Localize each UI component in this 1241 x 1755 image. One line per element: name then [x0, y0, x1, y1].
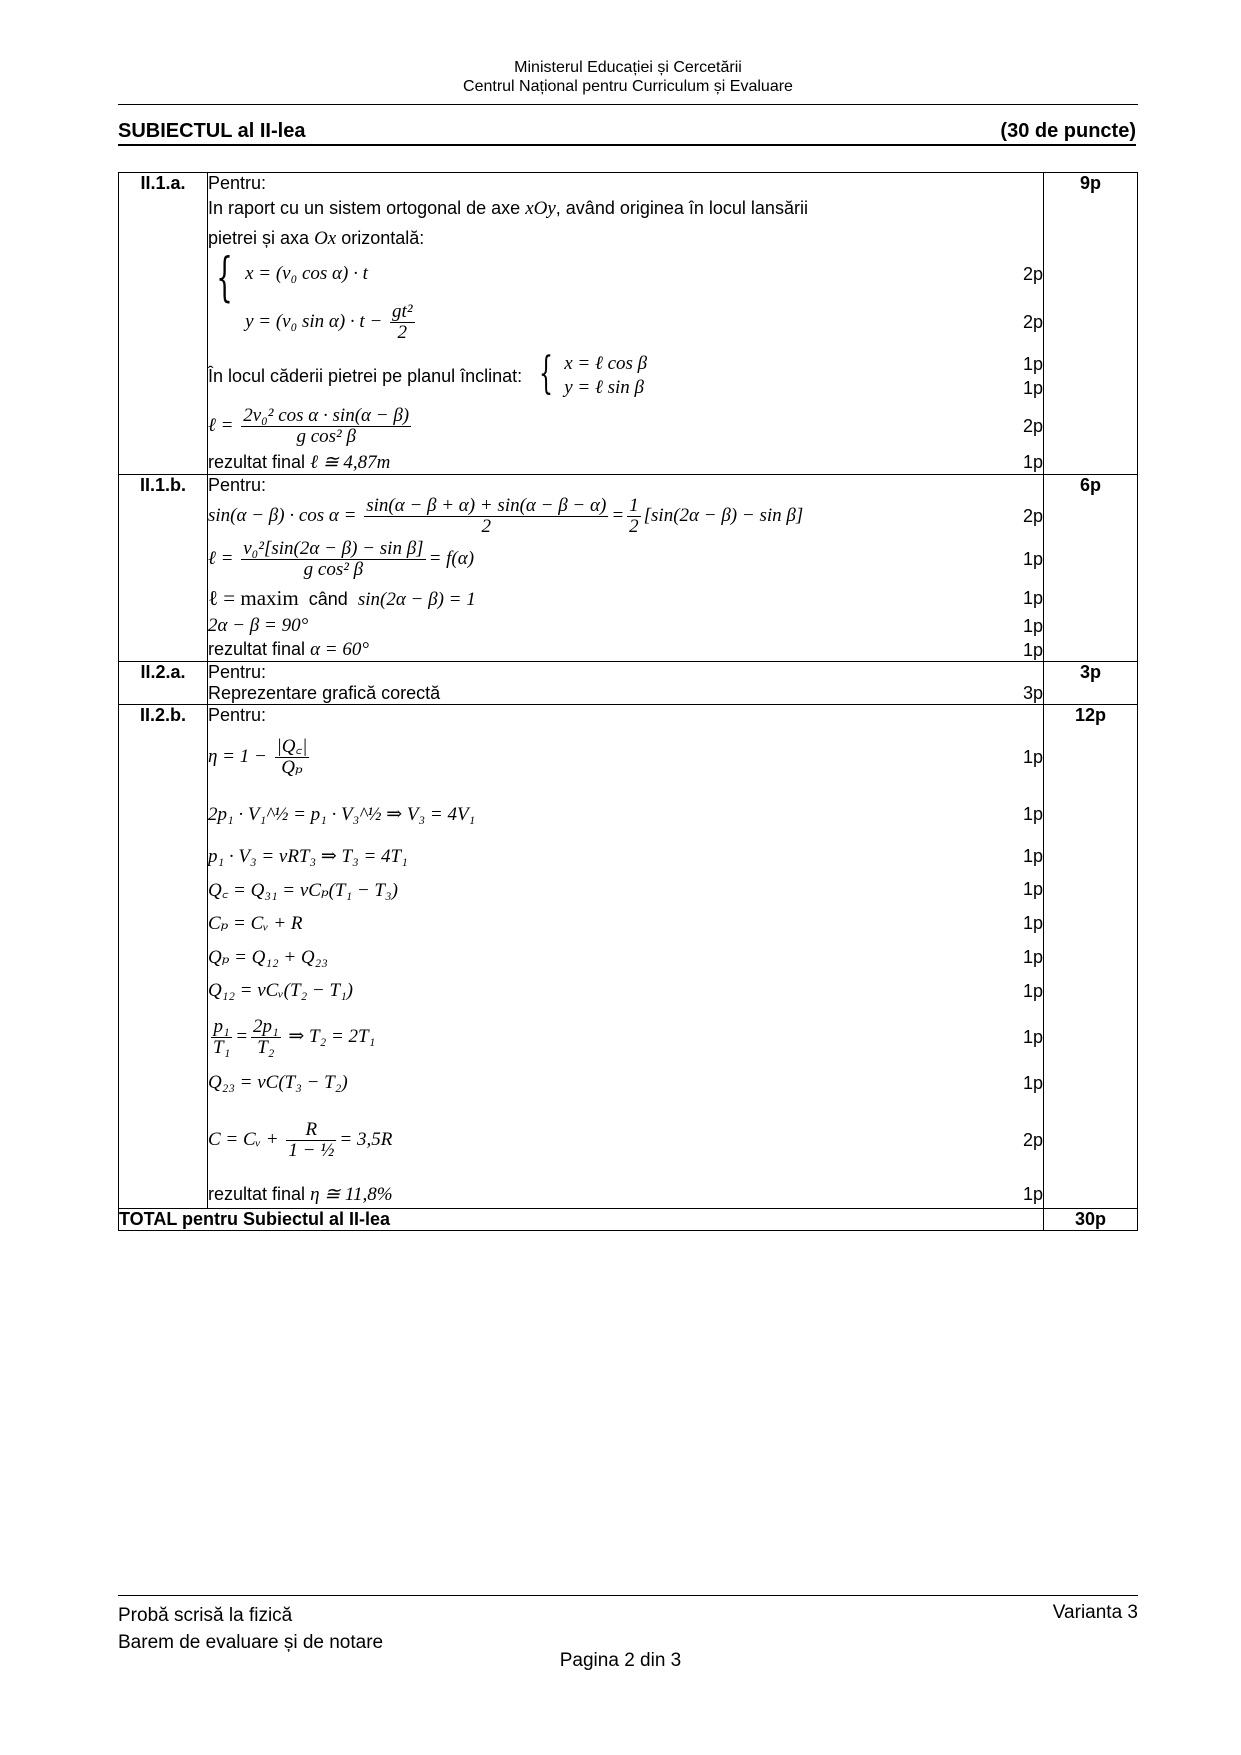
total-label: TOTAL pentru Subiectul al II-lea: [119, 1209, 1044, 1231]
brace-icon: {: [539, 348, 554, 399]
equation-line: [208, 496, 1043, 537]
numerator: 2v₀² cos α · sin(α − β): [243, 405, 410, 426]
numerator: R: [286, 1120, 336, 1141]
equation-line: [208, 940, 1043, 974]
item-total-points: 9p: [1044, 173, 1138, 475]
numerator: 1: [629, 495, 639, 516]
brace-icon: {: [216, 248, 233, 308]
final-result: α = 60°: [310, 639, 369, 660]
points-value: 1p: [1022, 946, 1043, 967]
text-segment: orizontală:: [341, 228, 425, 248]
equation: sin(α − β) · cos α =: [208, 504, 357, 526]
equation-line: [208, 788, 1043, 840]
footer-barem: Barem de evaluare și de notare: [118, 1632, 384, 1653]
header-divider: [118, 104, 1138, 105]
page-header: [118, 58, 1138, 96]
table-row: [119, 475, 1138, 662]
equation: Q₁₂ = νCᵥ(T₂ − T₁): [208, 980, 353, 1001]
intro-text: Pentru:: [208, 705, 267, 725]
points-value: 1p: [1022, 639, 1043, 660]
text-segment: rezultat final: [208, 1183, 306, 1204]
points-value: 1p: [1022, 845, 1043, 866]
fraction: [390, 302, 414, 343]
item-body: [208, 475, 1044, 662]
equation: C = Cᵥ +: [208, 1128, 279, 1150]
points-value: 1p: [1022, 746, 1043, 767]
footer-exam: Probă scrisă la fizică: [118, 1605, 293, 1626]
equation-line: [245, 296, 1043, 348]
math-axes: xOy: [525, 198, 556, 219]
equation: sin(2α − β) = 1: [357, 589, 476, 610]
equation: =: [611, 504, 625, 526]
intro-text: Pentru:: [208, 662, 267, 682]
numerator: sin(α − β + α) + sin(α − β − α): [366, 495, 607, 516]
final-result-line: [208, 451, 1043, 474]
points-value: 1p: [1022, 615, 1043, 636]
footer-divider: [118, 1595, 1138, 1596]
item-body: [208, 662, 1044, 705]
denominator: 2: [481, 516, 492, 537]
equation: η = 1 −: [208, 745, 267, 767]
equation: [sin(2α − β) − sin β]: [643, 504, 804, 526]
equation: Q₂₃ = νC(T₃ − T₂): [208, 1072, 348, 1093]
equation-line: [208, 974, 1043, 1008]
table-row: [119, 173, 1138, 475]
points-value: 1p: [1022, 378, 1043, 398]
fraction: [241, 406, 411, 447]
points-value: 2p: [1022, 506, 1043, 526]
text-segment: , având originea în locul lansării: [555, 198, 808, 218]
points-value: 1p: [1022, 1072, 1043, 1093]
subject-title: SUBIECTUL al II-lea: [118, 120, 306, 142]
text-segment: In raport cu un sistem ortogonal de axe: [208, 198, 521, 218]
item-body: [208, 705, 1044, 1209]
fraction: [627, 496, 641, 537]
intro-text: Pentru:: [208, 475, 267, 495]
equation: ⇒ T₂ = 2T₁: [288, 1025, 376, 1047]
denominator: Qₚ: [281, 756, 303, 778]
center-name: Centrul Național pentru Curriculum și Evaluare: [463, 78, 793, 95]
grading-table: [118, 172, 1138, 1231]
final-result: η ≅ 11,8%: [310, 1183, 393, 1205]
points-value: 1p: [1022, 588, 1043, 608]
equation: y = (v₀ sin α) · t −: [245, 310, 383, 332]
points-value: 1p: [1022, 1183, 1043, 1204]
denominator: 2: [629, 516, 639, 537]
points-value: 1p: [1022, 1026, 1043, 1047]
equation-line: [208, 840, 1043, 872]
equation: Qₚ = Q₁₂ + Q₂₃: [208, 946, 328, 968]
equation-line: [245, 252, 1043, 296]
text-line: [208, 198, 1043, 220]
equation: y = ℓ sin β: [564, 377, 644, 398]
footer-left: [118, 1602, 383, 1656]
text-segment: rezultat final: [208, 639, 306, 659]
text-line: [208, 228, 1043, 250]
fraction: [286, 1120, 336, 1161]
equation: Cₚ = Cᵥ + R: [208, 912, 303, 934]
equation: = f(α): [428, 547, 475, 569]
equation: =: [235, 1025, 249, 1047]
equation-line: [208, 1066, 1043, 1100]
item-total-points: 6p: [1044, 475, 1138, 662]
item-label: II.1.b.: [119, 475, 208, 662]
denominator: g cos² β: [296, 426, 356, 447]
denominator: 2: [397, 321, 408, 343]
equation: 2p₁ · V₁^½ = p₁ · V₃^½ ⇒ V₃ = 4V₁: [208, 803, 476, 825]
equation: 2α − β = 90°: [208, 615, 309, 636]
numerator: |Q꜀|: [276, 735, 308, 757]
item-total-points: 12p: [1044, 705, 1138, 1209]
denominator: T₂: [257, 1036, 275, 1058]
denominator: T₁: [213, 1036, 231, 1058]
fraction: [364, 496, 608, 537]
equation-line: [208, 406, 1043, 447]
table-row: [119, 662, 1138, 705]
equation: Q꜀ = Q₃₁ = νCₚ(T₁ − T₃): [208, 880, 398, 901]
equation-line: [208, 906, 1043, 940]
equation-line: [208, 872, 1043, 906]
points-value: 2p: [1022, 263, 1043, 284]
item-label: II.2.a.: [119, 662, 208, 705]
text-segment: Reprezentare grafică corectă: [208, 683, 441, 703]
text-segment: când: [308, 589, 348, 609]
equation-line: [208, 348, 1043, 400]
footer-variant: Varianta 3: [1052, 1602, 1138, 1623]
fraction: [241, 539, 425, 580]
ministry-name: Ministerul Educației și Cercetării: [514, 59, 742, 76]
equation: p₁ · V₃ = νRT₃ ⇒ T₃ = 4T₁: [208, 845, 408, 867]
text-line: [208, 683, 1043, 704]
equation-line: [208, 1100, 1043, 1180]
fraction: [211, 1017, 232, 1058]
subject-heading: [118, 120, 1136, 146]
total-row: [119, 1209, 1138, 1231]
subject-points: (30 de puncte): [1000, 120, 1136, 142]
points-value: 1p: [1022, 452, 1043, 472]
item-body: [208, 173, 1044, 475]
points-value: 2p: [1022, 1129, 1043, 1150]
denominator: g cos² β: [303, 559, 364, 580]
item-label: II.1.a.: [119, 173, 208, 475]
equation-line: [208, 615, 1043, 637]
item-label: II.2.b.: [119, 705, 208, 1209]
points-value: 1p: [1022, 878, 1043, 899]
denominator: 1 − ½: [288, 1139, 335, 1161]
numerator: gt²: [392, 300, 413, 322]
item-total-points: 3p: [1044, 662, 1138, 705]
equation-line: [208, 539, 1043, 580]
points-value: 2p: [1022, 416, 1043, 436]
page-number: Pagina 2 din 3: [559, 1650, 682, 1671]
points-value: 1p: [1022, 803, 1043, 824]
final-result: ℓ ≅ 4,87m: [310, 452, 391, 473]
intro-text: Pentru:: [208, 173, 267, 193]
fraction: [251, 1017, 281, 1058]
text-segment: pietrei și axa: [208, 228, 310, 248]
total-points: 30p: [1044, 1209, 1138, 1231]
text-segment: rezultat final: [208, 452, 306, 472]
points-value: 2p: [1022, 311, 1043, 332]
points-value: 1p: [1022, 980, 1043, 1001]
equation-system: [532, 348, 648, 400]
numerator: 2p₁: [253, 1015, 279, 1037]
equation-line: [208, 1008, 1043, 1066]
equation: x = ℓ cos β: [564, 353, 648, 374]
equation: x = (v₀ cos α) · t: [245, 263, 368, 284]
points-value: 3p: [1022, 683, 1043, 703]
table-row: [119, 705, 1138, 1209]
equation-line: [208, 726, 1043, 788]
fraction: [275, 737, 310, 778]
points-value: 1p: [1022, 912, 1043, 933]
math-axis: Ox: [314, 228, 337, 249]
numerator: p₁: [211, 1017, 232, 1038]
final-result-line: [208, 639, 1043, 661]
equation-system: [208, 248, 1043, 348]
equation: ℓ = maxim: [208, 586, 299, 610]
final-result-line: [208, 1180, 1043, 1208]
equation: ℓ =: [208, 547, 234, 569]
equation: = 3,5R: [339, 1128, 393, 1150]
points-value: 1p: [1022, 354, 1043, 374]
numerator: v₀²[sin(2α − β) − sin β]: [243, 538, 424, 559]
text-segment: În locul căderii pietrei pe planul înclinat:: [208, 365, 523, 386]
equation-line: [208, 586, 1043, 611]
equation: ℓ =: [208, 414, 234, 436]
points-value: 1p: [1022, 549, 1043, 569]
